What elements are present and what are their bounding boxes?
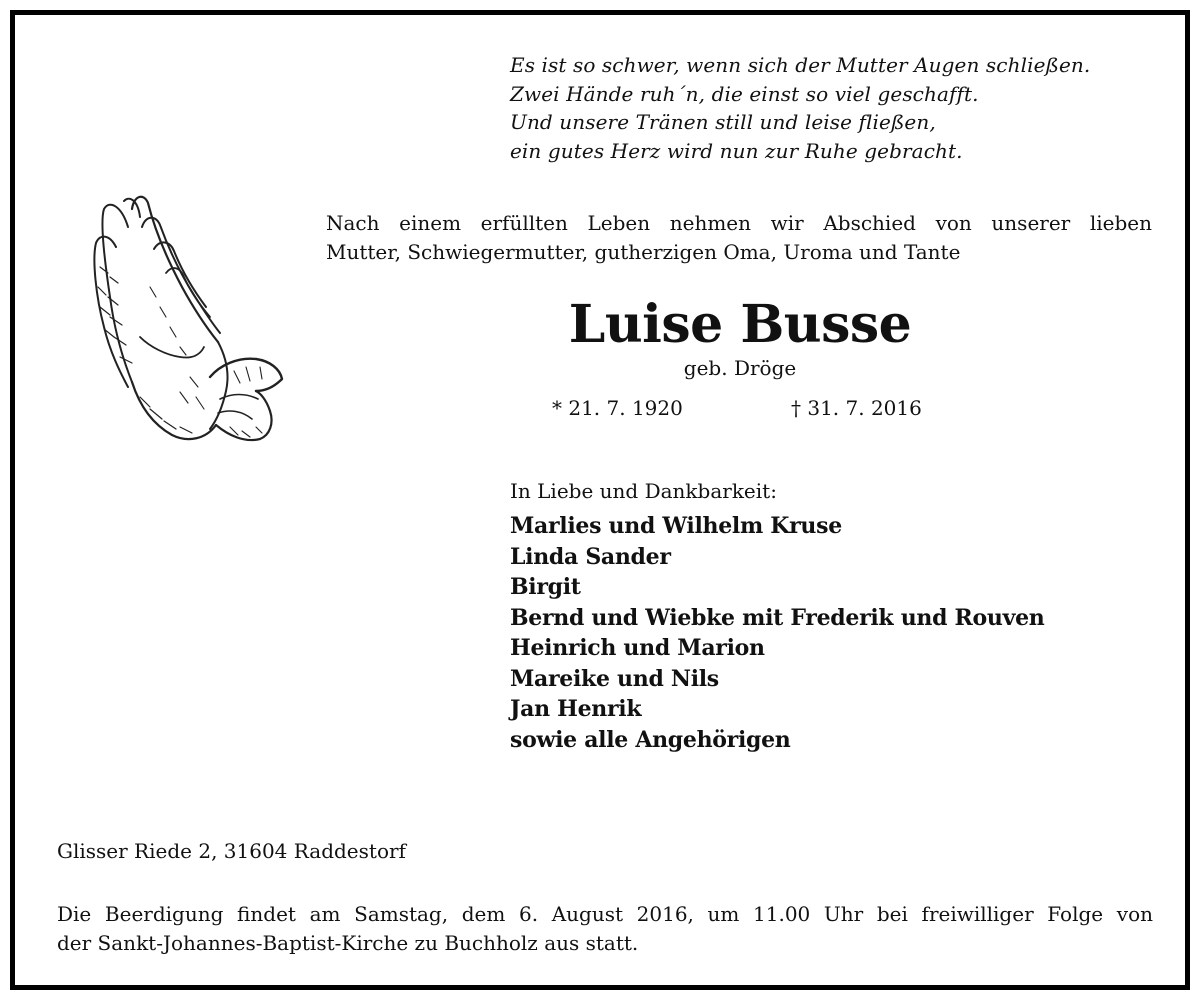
poem-line: Zwei Hände ruh´n, die einst so viel geschafft.: [510, 81, 979, 106]
gratitude-line: In Liebe und Dankbarkeit:: [510, 479, 777, 503]
funeral-line: Die Beerdigung findet am Samstag, dem 6. August 2016, um 11.00 Uhr bei freiwilliger Folge von: [57, 902, 1153, 926]
mourner-name: sowie alle Angehörigen: [510, 726, 791, 753]
intro-text: [326, 209, 1152, 267]
address: Glisser Riede 2, 31604 Raddestorf: [57, 839, 406, 863]
mourner-name: Bernd und Wiebke mit Frederik und Rouven: [510, 604, 1045, 631]
poem-line: Und unsere Tränen still und leise fließen,: [510, 110, 936, 134]
funeral-notice: [57, 900, 1153, 958]
mourner-name: Linda Sander: [510, 543, 671, 570]
mourner-name: Mareike und Nils: [510, 665, 719, 692]
praying-hands-icon: [70, 187, 285, 449]
poem-line: ein gutes Herz wird nun zur Ruhe gebracht.: [510, 138, 963, 163]
obituary-frame: [10, 10, 1190, 990]
mourner-name: Jan Henrik: [510, 696, 642, 722]
maiden-name: geb. Dröge: [683, 356, 797, 380]
mourner-name: Marlies und Wilhelm Kruse: [510, 513, 842, 539]
mourner-name: Birgit: [510, 574, 581, 600]
deceased-name: Luise Busse: [568, 294, 912, 355]
poem: [510, 51, 1090, 165]
intro-line: Nach einem erfüllten Leben nehmen wir Abschied von unserer lieben: [326, 211, 1152, 235]
funeral-line: der Sankt-Johannes-Baptist-Kirche zu Buchholz aus statt.: [57, 931, 639, 955]
poem-line: Es ist so schwer, wenn sich der Mutter Augen schließen.: [510, 53, 1091, 77]
mourners-list: [510, 511, 1044, 755]
birth-date: * 21. 7. 1920: [552, 396, 683, 420]
mourner-name: Heinrich und Marion: [510, 635, 765, 661]
intro-line: Mutter, Schwiegermutter, gutherzigen Oma, Uroma und Tante: [326, 240, 961, 264]
death-date: † 31. 7. 2016: [791, 396, 922, 420]
